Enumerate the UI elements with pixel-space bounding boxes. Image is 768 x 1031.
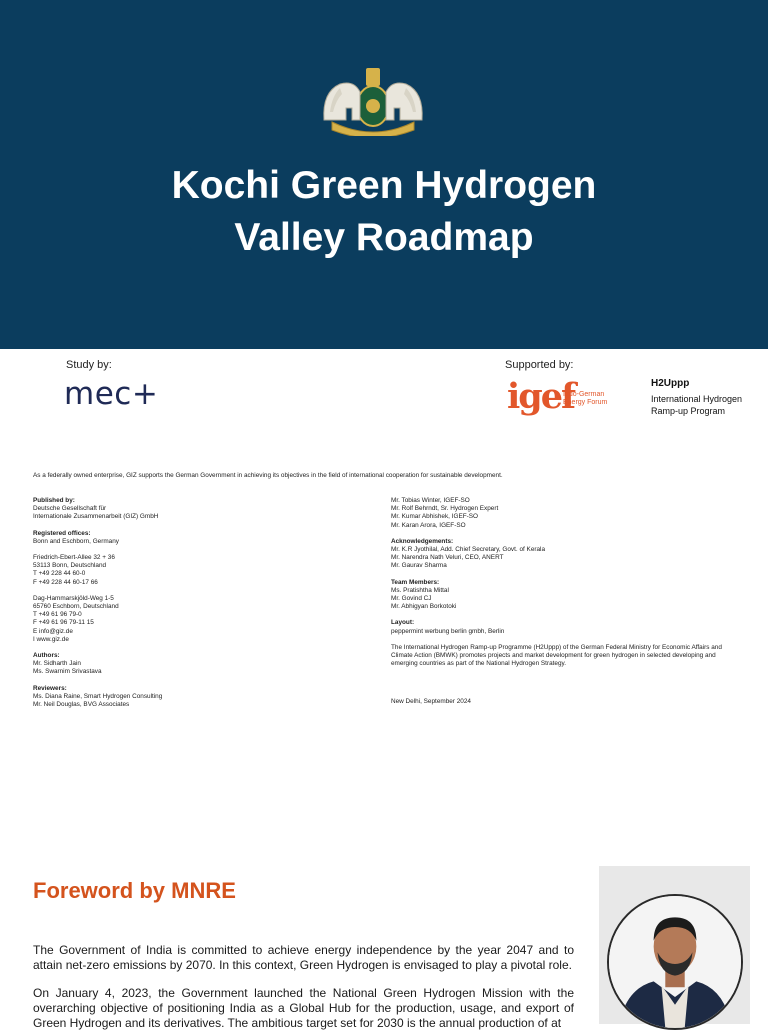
supported-by-label: Supported by: [505,359,574,371]
portrait-photo [607,894,743,1030]
foreword-paragraph-2: On January 4, 2023, the Government launched the National Green Hydrogen Mission with the overarching objective of positioning India as a Global Hub for the production, usage, and export of Green Hydrogen and its derivatives. The ambitious target set for 2030 is the annual production of at [33,986,574,1030]
imprint-right-column [391,497,743,707]
authors-block [33,652,353,677]
foreword-paragraph-1: The Government of India is committed to achieve energy independence by the year 2047 and to attain net-zero emissions by 2070. In this context, Green Hydrogen is envisaged to play a pivotal role. [33,943,574,972]
address-line: Friedrich-Ebert-Allee 32 + 36 [33,554,115,562]
acknowledgement-name: Mr. Gaurav Sharma [391,562,447,570]
igef-logo-subtext: Indo-German Energy Forum [563,391,608,406]
igef-logo [507,377,612,419]
report-title-line-1: Kochi Green Hydrogen [171,164,597,207]
address-line: 65760 Eschborn, Deutschland [33,603,119,611]
address-line: 53113 Bonn, Deutschland [33,562,107,570]
phone-line: T +49 228 44 60-0 [33,570,86,578]
fax-line: F +49 61 96 79-11 15 [33,619,94,627]
layout-credit: peppermint werbung berlin gmbh, Berlin [391,627,505,635]
registered-offices-block [33,530,353,546]
portrait-photo-icon [609,896,741,1028]
contributor-name: Mr. Karan Arora, IGEF-SO [391,521,466,529]
cover-banner [0,0,768,349]
phone-line: T +49 61 96 79-0 [33,611,82,619]
study-by-label: Study by: [66,359,112,371]
website-line: I www.giz.de [33,635,69,643]
team-members-block [391,579,743,612]
author-name: Mr. Sidharth Jain [33,660,81,668]
bonn-address-block [33,554,353,587]
portrait-photo-frame [599,866,750,1024]
foreword-title: Foreword by MNRE [33,878,236,903]
h2uppp-subtitle: International Hydrogen Ramp-up Program [651,394,743,416]
contributor-name: Mr. Rolf Behrndt, Sr. Hydrogen Expert [391,505,499,513]
acknowledgement-name: Mr. K.R Jyothilal, Add. Chief Secretary, Govt. of Kerala [391,546,546,554]
report-title-line-2: Valley Roadmap [234,216,534,259]
published-by-heading: Published by: [33,497,75,504]
team-member-name: Ms. Pratishtha Mittal [391,586,449,594]
imprint-left-column [33,497,353,717]
kerala-emblem-icon [318,62,428,136]
report-title [0,160,768,264]
acknowledgements-heading: Acknowledgements: [391,537,454,545]
authors-heading: Authors: [33,652,60,660]
team-member-name: Mr. Abhigyan Borkotoki [391,603,457,611]
igef-logo-wordmark: igef [507,376,575,417]
place-date: New Delhi, September 2024 [391,698,471,706]
address-line: Dag-Hammarskjöld-Weg 1-5 [33,594,114,602]
reviewer-name: Mr. Neil Douglas, BVG Associates [33,701,130,709]
registered-offices-heading: Registered offices: [33,529,91,537]
reviewers-block [33,685,353,710]
eschborn-address-block [33,595,353,644]
layout-heading: Layout: [391,619,415,627]
h2uppp-title: H2Uppp [651,378,690,389]
team-member-name: Mr. Govind CJ [391,595,432,603]
registered-offices-line: Bonn and Eschborn, Germany [33,537,119,545]
layout-block [391,619,743,635]
published-by-line: Internationale Zusammenarbeit (GIZ) GmbH [33,513,159,521]
contributors-block [391,497,743,530]
contributor-name: Mr. Tobias Winter, IGEF-SO [391,497,470,504]
fax-line: F +49 228 44 60-17 66 [33,578,98,586]
author-name: Ms. Swarnim Srivastava [33,668,102,676]
acknowledgements-block [391,538,743,571]
programme-description: The International Hydrogen Ramp-up Programme (H2Uppp) of the German Federal Ministry for Economic Affairs and Climate Action (BMWK) promotes projects and market development for green hydrogen in selected developing and emerging countries as part of the National Hydrogen Strategy. [391,643,722,668]
published-by-line: Deutsche Gesellschaft für [33,505,107,513]
email-line: E info@giz.de [33,627,73,635]
reviewer-name: Ms. Diana Raine, Smart Hydrogen Consulting [33,692,163,700]
giz-intro-text: As a federally owned enterprise, GIZ supports the German Government in achieving its objectives in the field of international cooperation for sustainable development. [33,472,503,479]
reviewers-heading: Reviewers: [33,684,67,692]
mec-plus-logo: mec+ [64,376,159,412]
acknowledgement-name: Mr. Narendra Nath Veluri, CEO, ANERT [391,554,504,562]
published-by-block [33,497,353,522]
team-members-heading: Team Members: [391,578,440,586]
contributor-name: Mr. Kumar Abhishek, IGEF-SO [391,513,479,521]
